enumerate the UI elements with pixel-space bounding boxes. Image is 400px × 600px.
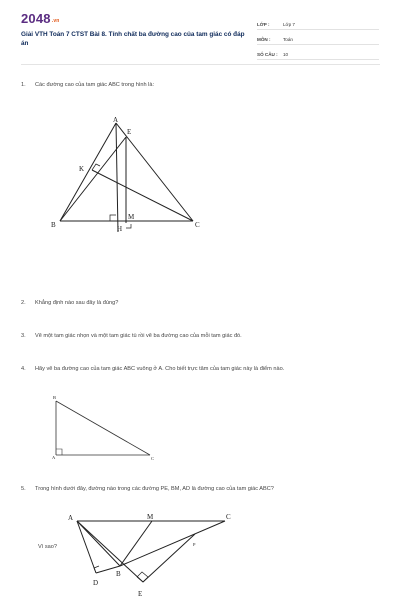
label-e3: E	[138, 590, 143, 598]
right-angle-a2	[56, 449, 62, 455]
side-ab-3	[77, 521, 120, 566]
label-k: K	[79, 165, 85, 173]
question-4	[21, 364, 366, 374]
question-number: 3.	[21, 333, 26, 339]
question-3	[21, 331, 242, 341]
logo-suffix: .vn	[51, 18, 60, 24]
label-d3: D	[93, 579, 99, 587]
meta-value: Lớp 7	[283, 22, 295, 27]
meta-label: LỚP :	[257, 22, 270, 27]
label-b: B	[51, 221, 56, 229]
side-ac	[116, 123, 193, 221]
label-e: E	[127, 128, 132, 136]
question-number: 5.	[21, 486, 26, 492]
question-text: Hãy vẽ ba đường cao của tam giác ABC vuông ở A. Cho biết trực tâm của tam giác này là điểm nào.	[35, 366, 285, 372]
meta-label: SỐ CÂU :	[257, 52, 278, 57]
label-b3: B	[116, 570, 121, 578]
right-angle-e	[137, 572, 148, 582]
question-2	[21, 298, 118, 308]
logo-text: 2048	[21, 11, 51, 26]
side-ab	[60, 123, 116, 221]
altitude-ah	[116, 123, 118, 232]
label-b2: B	[53, 395, 57, 400]
label-m3: M	[147, 513, 154, 521]
label-a2: A	[52, 455, 56, 460]
label-c: C	[195, 221, 200, 229]
question-text: Vẽ một tam giác nhọn và một tam giác tù rồi vẽ ba đường cao của mỗi tam giác đó.	[35, 333, 242, 339]
question-number: 2.	[21, 300, 26, 306]
question-text: Trong hình dưới đây, đường nào trong các đường PE, BM, AD là đường cao của tam giác ABC?	[35, 486, 274, 492]
meta-value: 10	[283, 52, 289, 57]
line-ad	[77, 521, 96, 573]
right-angle-h	[110, 215, 116, 221]
page-title: Giải VTH Toán 7 CTST Bài 8. Tính chất ba đường cao của tam giác có đáp án	[21, 31, 245, 47]
label-p3: P	[193, 542, 196, 547]
meta-value: Toán	[283, 37, 293, 42]
question-text: Các đường cao của tam giác ABC trong hình là:	[35, 82, 155, 88]
label-h: H	[117, 225, 123, 233]
right-angle-m	[126, 224, 131, 228]
side-bc-2	[56, 401, 150, 455]
label-c3: C	[226, 513, 231, 521]
altitude-ck	[92, 170, 193, 221]
label-a: A	[113, 116, 119, 124]
altitude-be	[60, 137, 126, 221]
question-5-note: Vì sao?	[38, 544, 57, 550]
label-a3: A	[68, 514, 74, 522]
meta-label: MÔN :	[257, 37, 271, 42]
right-angle-k	[92, 164, 100, 170]
question-5	[21, 484, 274, 494]
question-text: Khẳng định nào sau đây là đúng?	[35, 300, 119, 306]
question-number: 1.	[21, 82, 26, 88]
label-c2: C	[151, 456, 155, 461]
line-pe	[143, 534, 195, 582]
label-m: M	[128, 213, 135, 221]
line-ae	[77, 521, 143, 582]
question-number: 4.	[21, 366, 26, 372]
